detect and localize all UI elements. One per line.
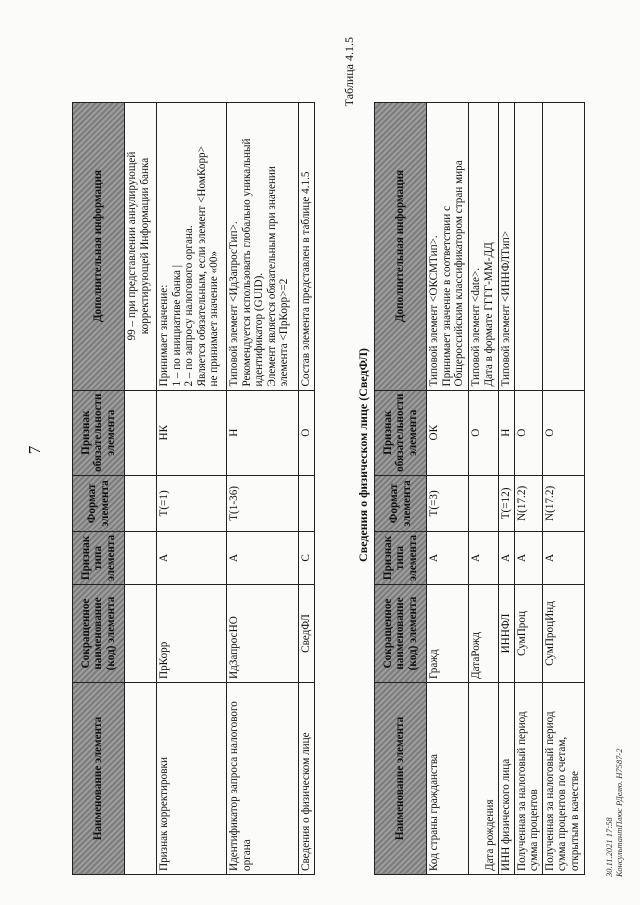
cell-format: Т(=3)	[427, 475, 469, 531]
cell-code: Гражд	[427, 585, 469, 683]
table-row	[427, 102, 469, 874]
cell-info	[157, 102, 227, 390]
table-row	[299, 102, 315, 874]
info-line: не принимает значение «00»	[208, 250, 221, 387]
cell-format	[299, 475, 315, 531]
info-line: Принимает значение:	[158, 284, 170, 387]
cell-code: ИдЗапросНО	[227, 585, 299, 683]
table-title: Сведения о физическом лице (СведФЛ)	[356, 348, 370, 562]
cell-type: А	[542, 531, 584, 584]
cell-info	[542, 102, 584, 390]
cell-format	[125, 475, 157, 531]
cell-required	[125, 390, 157, 475]
cell-code: ДатаРожд	[469, 585, 499, 683]
print-stamp	[604, 577, 624, 877]
cell-code: СумПроцИнд	[542, 585, 584, 683]
cell-name: Код страны гражданства	[427, 683, 469, 875]
info-line: Общероссийским классификатором стран мира	[453, 160, 466, 387]
cell-required: ОК	[427, 390, 469, 475]
cell-info	[299, 102, 315, 390]
info-line: 99 – при представлении аннулирующей	[126, 151, 138, 341]
header-short: Сокращенное наименование (код) элемента	[375, 585, 427, 683]
info-line: Типовой элемент <ОКСМТип>.	[428, 235, 440, 387]
table-row	[499, 102, 515, 874]
page-number: 7	[25, 445, 44, 455]
header-info: Дополнительная информация	[73, 102, 125, 390]
cell-format: Т(1-36)	[227, 475, 299, 531]
header-format: Формат элемента	[375, 475, 427, 531]
cell-required: О	[514, 390, 542, 475]
cell-type: А	[469, 531, 499, 584]
cell-code: СведФЛ	[299, 585, 315, 683]
table-row	[542, 102, 584, 874]
cell-info	[125, 102, 157, 390]
cell-type: А	[514, 531, 542, 584]
info-line: Рекомендуется использовать глобально уникальный	[240, 138, 253, 387]
cell-info	[499, 102, 515, 390]
cell-name: Полученная за налоговый период сумма процентов по счетам, открытым в качестве	[542, 683, 584, 875]
info-line: Принимает значение в соответствии с	[440, 205, 453, 387]
table-row	[469, 102, 499, 874]
cell-type: С	[299, 531, 315, 584]
cell-code: СумПроц	[514, 585, 542, 683]
cell-info	[469, 102, 499, 390]
cell-code	[125, 585, 157, 683]
cell-format: Т(=12)	[499, 475, 515, 531]
cell-type: А	[227, 531, 299, 584]
cell-name: ИНН физического лица	[499, 683, 515, 875]
info-line: идентификатор (GUID).	[253, 272, 266, 387]
stamp-line: КонсультантПлюс РДелю. Н7587-2	[614, 748, 624, 877]
header-info: Дополнительная информация	[375, 102, 427, 390]
info-line: Типовой элемент <ИННФЛТип>	[500, 230, 512, 387]
info-line: 1 – по инициативе банка |	[170, 264, 183, 387]
cell-info	[227, 102, 299, 390]
cell-format: N(17.2)	[542, 475, 584, 531]
info-line: Является обязательным, если элемент <НомКорр>	[195, 146, 208, 387]
stamp-line: 30.11.2021 17:58	[604, 817, 614, 877]
cell-info	[514, 102, 542, 390]
header-name: Наименование элемента	[375, 683, 427, 875]
cell-type: А	[157, 531, 227, 584]
header-short: Сокращенное наименование (код) элемента	[73, 585, 125, 683]
cell-name: Признак корректировки	[157, 683, 227, 875]
cell-format: Т(=1)	[157, 475, 227, 531]
table-4-1-5	[374, 102, 585, 875]
cell-name	[125, 683, 157, 875]
cell-name: Сведения о физическом лице	[299, 683, 315, 875]
header-type: Признак типа элемента	[73, 531, 125, 584]
header-required: Признак обязательности элемента	[73, 390, 125, 475]
cell-type	[125, 531, 157, 584]
info-line: 2 – по запросу налогового органа.	[183, 225, 196, 387]
cell-type: А	[427, 531, 469, 584]
info-line: Элемент является обязательным при значении	[265, 166, 278, 387]
cell-format	[469, 475, 499, 531]
info-line: элемента <ПрКорр>=2	[278, 278, 291, 387]
info-line: Состав элемента представлен в таблице 4.1.5	[300, 171, 312, 387]
info-line: корректирующей Информации банка	[138, 157, 151, 335]
cell-required: НК	[157, 390, 227, 475]
table-label: Таблица 4.1.5	[342, 37, 356, 107]
header-required: Признак обязательности элемента	[375, 390, 427, 475]
cell-required: О	[542, 390, 584, 475]
info-line: Типовой элемент <ИдЗапросТип>.	[228, 221, 240, 387]
table-row	[125, 102, 157, 874]
cell-required: О	[469, 390, 499, 475]
header-format: Формат элемента	[73, 475, 125, 531]
cell-required: Н	[499, 390, 515, 475]
cell-name: Идентификатор запроса налогового органа	[227, 683, 299, 875]
cell-code: ИННФЛ	[499, 585, 515, 683]
table-header-row	[73, 102, 125, 874]
header-name: Наименование элемента	[73, 683, 125, 875]
cell-name: Полученная за налоговый период сумма процентов	[514, 683, 542, 875]
cell-format: N(17.2)	[514, 475, 542, 531]
cell-code: ПрКорр	[157, 585, 227, 683]
table-row	[157, 102, 227, 874]
cell-info	[427, 102, 469, 390]
table-4-1-4-continuation	[72, 102, 315, 875]
info-line: Типовой элемент <date>.	[470, 267, 482, 387]
table-row	[514, 102, 542, 874]
cell-type: А	[499, 531, 515, 584]
table-header-row	[375, 102, 427, 874]
cell-required: О	[299, 390, 315, 475]
header-type: Признак типа элемента	[375, 531, 427, 584]
cell-name: Дата рождения	[469, 683, 499, 875]
table-row	[227, 102, 299, 874]
info-line: Дата в формате ГГГГ-ММ-ДД	[482, 242, 495, 387]
cell-required: Н	[227, 390, 299, 475]
